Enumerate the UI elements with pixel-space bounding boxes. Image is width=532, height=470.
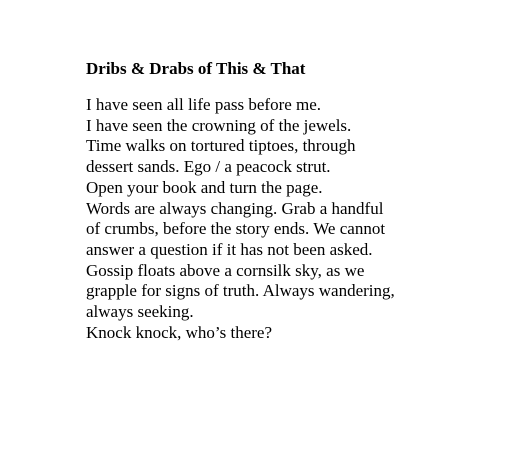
poem-line-6: Words are always changing. Grab a handful [86,198,384,218]
poem-line-11: always seeking. [86,302,194,322]
poem-line-4: dessert sands. Ego / a peacock strut. [86,157,331,177]
poem-body [86,95,395,343]
poem-line-1: I have seen all life pass before me. [86,95,322,114]
poem-line-3: Time walks on tortured tiptoes, through [86,136,356,156]
poem-line-10: grapple for signs of truth. Always wandering, [86,281,395,301]
poem-line-9: Gossip floats above a cornsilk sky, as we [86,260,365,280]
poem-line-7: of crumbs, before the story ends. We cannot [86,219,386,239]
poem-title: Dribs & Drabs of This & That [86,59,306,78]
poem-line-12: Knock knock, who’s there? [86,322,273,342]
poem-line-2: I have seen the crowning of the jewels. [86,115,352,135]
poem-line-8: answer a question if it has not been asked. [86,239,373,259]
poem-line-5: Open your book and turn the page. [86,177,323,197]
